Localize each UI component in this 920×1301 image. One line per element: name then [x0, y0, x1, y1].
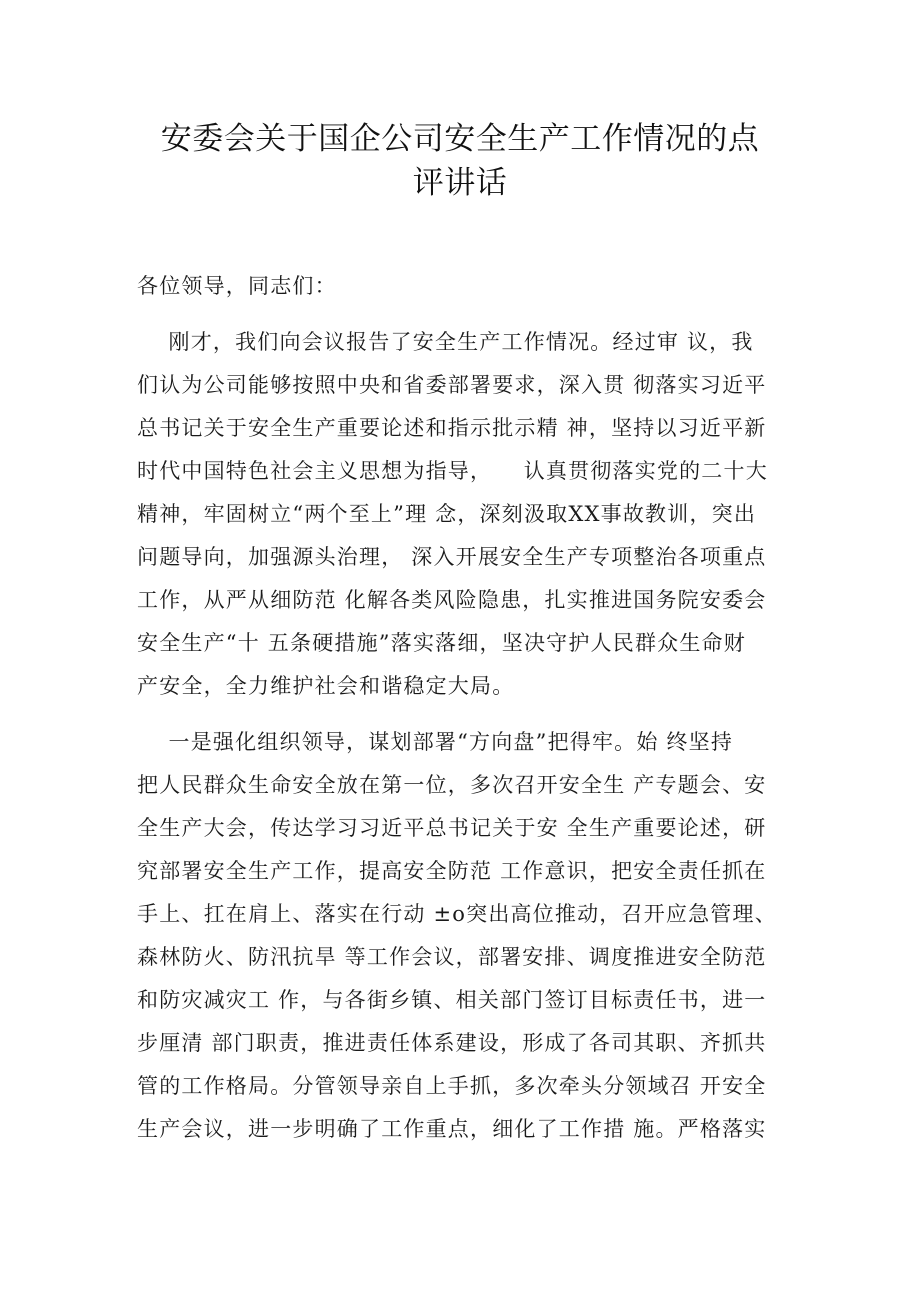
- paragraph-line: 总书记关于安全生产重要论述和指示批示精 神，坚持以习近平新: [137, 416, 767, 440]
- salutation: 各位领导，同志们：: [137, 274, 337, 298]
- paragraph-line: 步厘清 部门职责，推进责任体系建设，形成了各司其职、齐抓共: [137, 1031, 767, 1055]
- document-title-line-1: 安委会关于国企公司安全生产工作情况的点: [160, 121, 760, 157]
- paragraph-line: 和防灾减灾工 作，与各街乡镇、相关部门签订目标责任书，进一: [137, 988, 767, 1012]
- paragraph-line: 工作，从严从细防范 化解各类风险隐患，扎实推进国务院安委会: [137, 588, 767, 612]
- paragraph-line: 究部署安全生产工作，提高安全防范 工作意识，把安全责任抓在: [137, 859, 767, 883]
- paragraph-line: 森林防火、防汛抗旱 等工作会议，部署安排、调度推进安全防范: [137, 945, 767, 969]
- paragraph-line: 生产会议，进一步明确了工作重点，细化了工作措 施。严格落实: [137, 1117, 767, 1141]
- paragraph-line: 产安全，全力维护社会和谐稳定大局。: [137, 674, 515, 698]
- document-title-line-2: 评讲话: [412, 165, 508, 201]
- paragraph-line: 们认为公司能够按照中央和省委部署要求，深入贯 彻落实习近平: [137, 373, 767, 397]
- paragraph-line: 安全生产“十 五条硬措施”落实落细，坚决守护人民群众生命财: [137, 631, 746, 655]
- paragraph-line: 全生产大会，传达学习习近平总书记关于安 全生产重要论述，研: [137, 816, 767, 840]
- paragraph-line: 问题导向，加强源头治理， 深入开展安全生产专项整治各项重点: [137, 545, 767, 569]
- paragraph-line: 管的工作格局。分管领导亲自上手抓，多次牵头分领域召 开安全: [137, 1074, 767, 1098]
- paragraph-line: 手上、扛在肩上、落实在行动 ±o突出高位推动，召开应急管理、: [137, 902, 777, 926]
- paragraph-line: 精神，牢固树立“两个至上”理 念，深刻汲取XX事故教训，突出: [137, 502, 757, 526]
- paragraph-line: 一是强化组织领导，谋划部署“方向盘”把得牢。始 终坚持: [137, 730, 734, 754]
- paragraph-line: 把人民群众生命安全放在第一位，多次召开安全生 产专题会、安: [137, 773, 767, 797]
- paragraph-line: 刚才，我们向会议报告了安全生产工作情况。经过审 议，我: [137, 330, 754, 354]
- paragraph-line: 时代中国特色社会主义思想为指导， 认真贯彻落实党的二十大: [137, 459, 768, 483]
